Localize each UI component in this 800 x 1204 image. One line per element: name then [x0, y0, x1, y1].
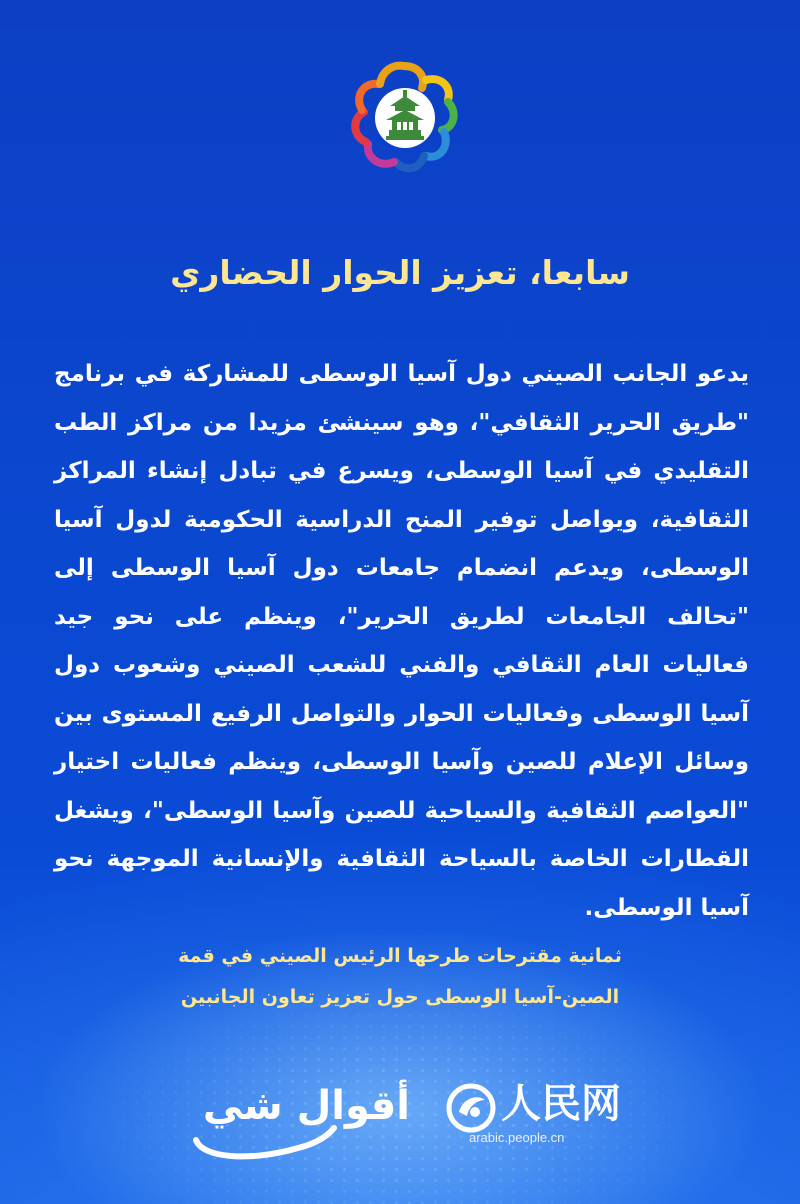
people-daily-url: arabic.people.cn: [469, 1130, 565, 1145]
people-daily-logo: [445, 1078, 625, 1168]
people-daily-emblem-icon: [445, 1082, 497, 1134]
caption-line-1: ثمانية مقترحات طرحها الرئيس الصيني في قمة: [178, 945, 622, 967]
page-title: سابعا، تعزيز الحوار الحضاري: [170, 253, 630, 292]
people-daily-name: 人民网: [501, 1080, 621, 1127]
xi-quotes-logo: [190, 1080, 410, 1160]
summit-logo-icon: [348, 58, 460, 176]
caption-line-2: الصين-آسيا الوسطى حول تعزيز تعاون الجانبين: [180, 986, 620, 1008]
xi-quotes-text: أقوال شي: [202, 1083, 410, 1129]
caption: [100, 936, 700, 1018]
calligraphy-swash-icon: [190, 1114, 340, 1164]
body-paragraph: يدعو الجانب الصيني دول آسيا الوسطى للمشاركة في برنامج "طريق الحرير الثقافي"، وهو سينشئ مزيدا من مراكز الطب التقليدي في آسيا الوسطى، ويسرع في تبادل إنشاء المراكز الثقافية، ويواصل توفير المنح الدراسية الحكومية لدول آسيا الوسطى، ويدعم انضمام جامعات دول آسيا الوسطى إلى "تحالف الجامعات لطريق الحرير"، وينظم على نحو جيد فعاليات العام الثقافي والفني للشعب الصيني وشعوب دول آسيا الوسطى وفعاليات الحوار والتواصل الرفيع المستوى بين وسائل الإعلام للصين وآسيا الوسطى، وينظم فعاليات اختيار "العواصم الثقافية والسياحية للصين وآسيا الوسطى"، ويشغل القطارات الخاصة بالسياحة الثقافية والإنسانية الموجهة نحو آسيا الوسطى.: [54, 361, 749, 921]
